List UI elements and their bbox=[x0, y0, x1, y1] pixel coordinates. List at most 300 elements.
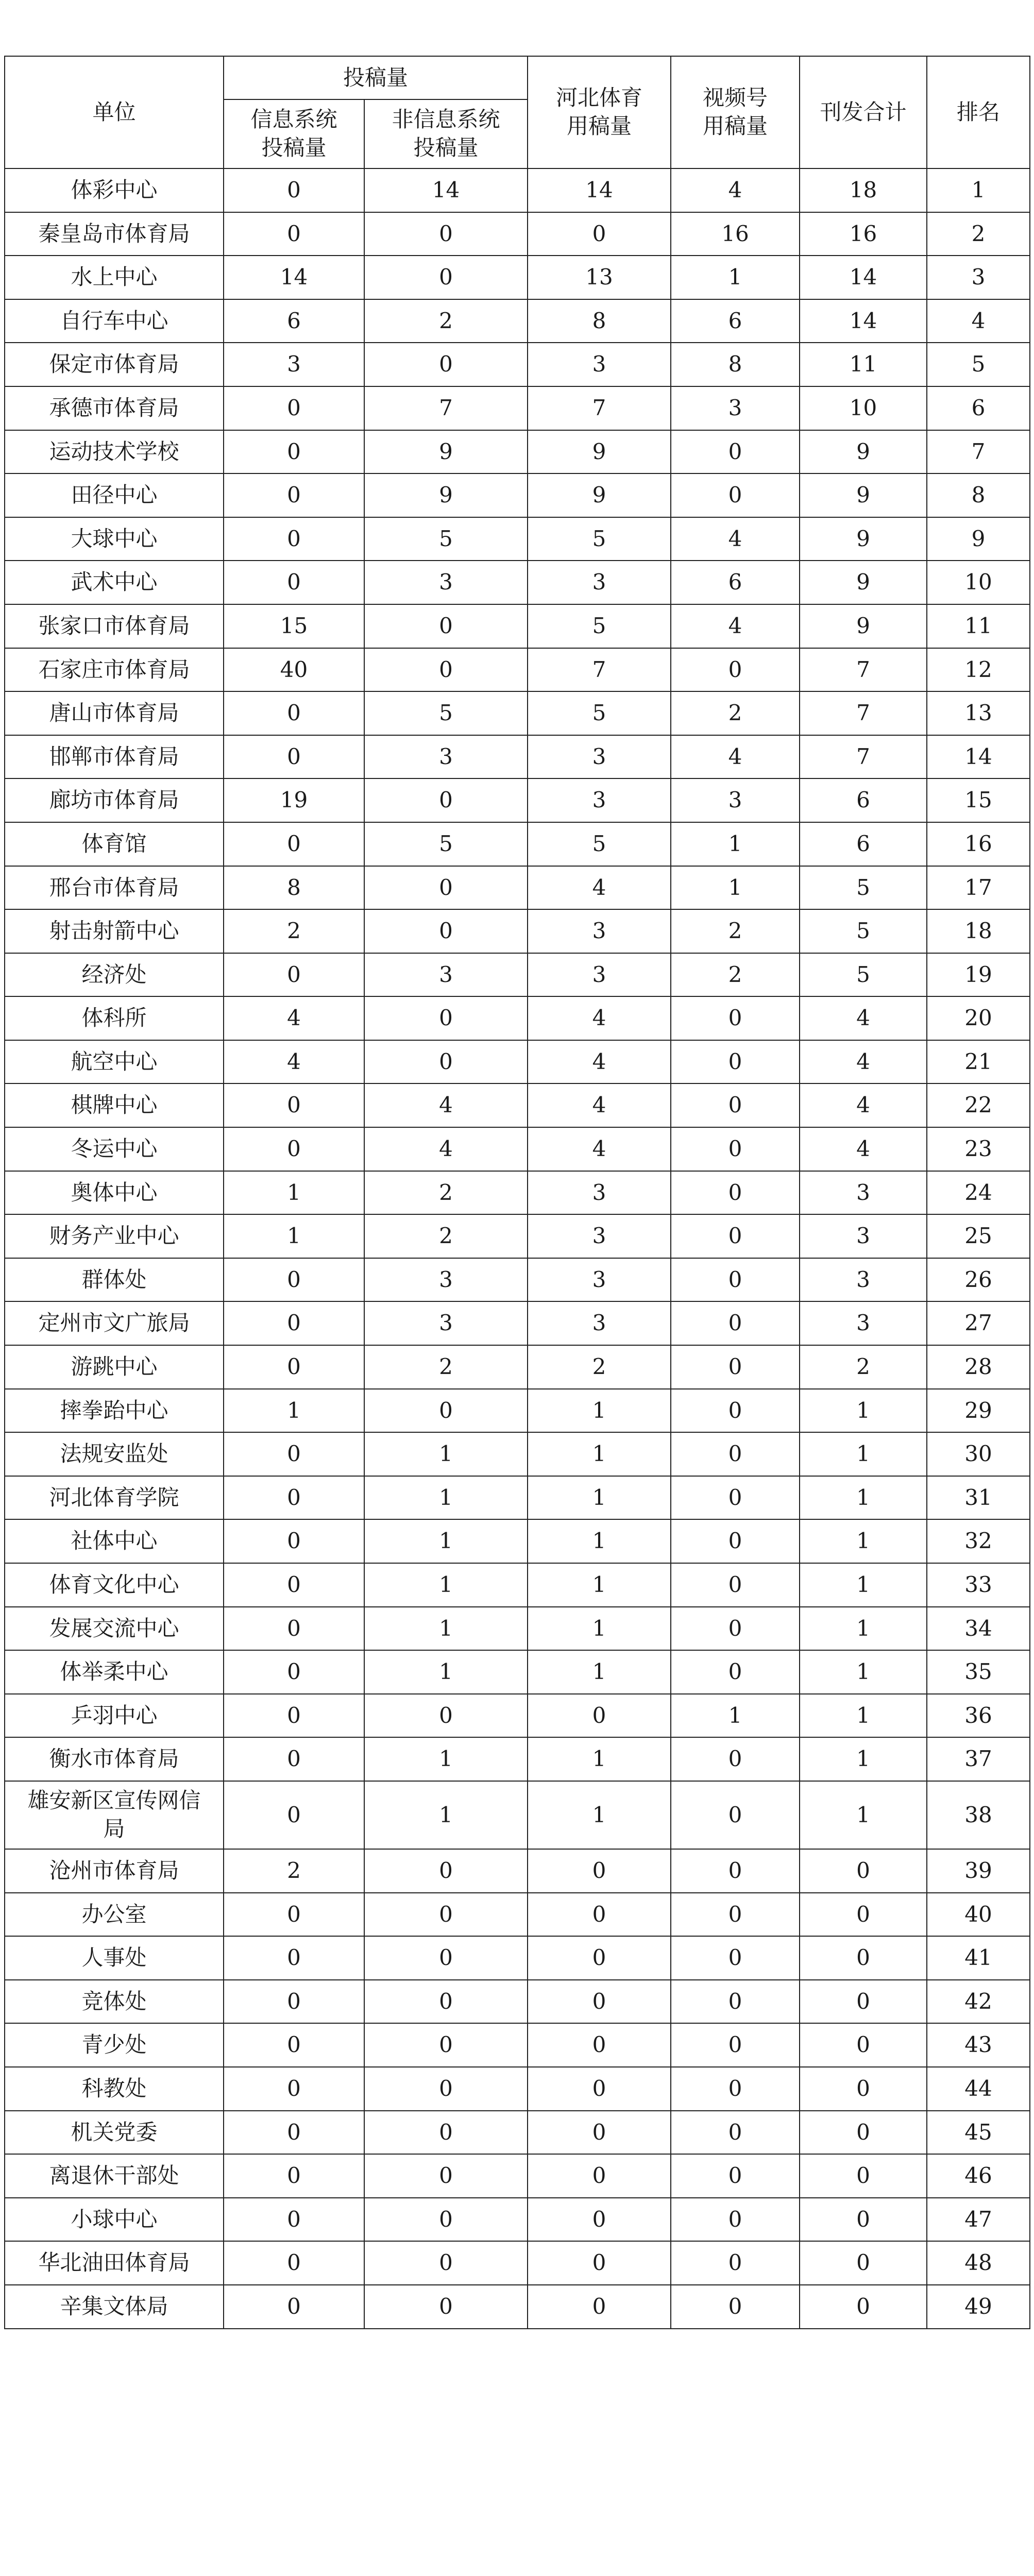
cell-hebei-sports: 4 bbox=[528, 1040, 671, 1084]
cell-info-system: 19 bbox=[224, 778, 364, 822]
cell-info-system: 0 bbox=[224, 1650, 364, 1694]
table-row bbox=[5, 1563, 1030, 1607]
cell-hebei-sports: 0 bbox=[528, 1893, 671, 1937]
cell-non-info-system: 0 bbox=[364, 2241, 528, 2285]
cell-video: 1 bbox=[671, 1694, 800, 1738]
table-row bbox=[5, 909, 1030, 953]
cell-video: 0 bbox=[671, 2111, 800, 2155]
cell-non-info-system: 1 bbox=[364, 1607, 528, 1651]
cell-hebei-sports: 5 bbox=[528, 691, 671, 735]
cell-total: 3 bbox=[800, 1301, 927, 1345]
cell-rank: 6 bbox=[927, 386, 1030, 430]
cell-total: 5 bbox=[800, 909, 927, 953]
cell-non-info-system: 0 bbox=[364, 1980, 528, 2024]
cell-video: 0 bbox=[671, 2198, 800, 2242]
cell-unit: 雄安新区宣传网信 局 bbox=[5, 1781, 224, 1849]
cell-info-system: 0 bbox=[224, 1258, 364, 1302]
cell-total: 9 bbox=[800, 604, 927, 648]
cell-non-info-system: 1 bbox=[364, 1476, 528, 1520]
cell-total: 0 bbox=[800, 1936, 927, 1980]
cell-hebei-sports: 3 bbox=[528, 735, 671, 779]
cell-unit: 辛集文体局 bbox=[5, 2285, 224, 2329]
table-row bbox=[5, 343, 1030, 386]
cell-unit: 科教处 bbox=[5, 2067, 224, 2111]
cell-video: 16 bbox=[671, 212, 800, 256]
cell-video: 0 bbox=[671, 1980, 800, 2024]
cell-video: 0 bbox=[671, 473, 800, 517]
cell-non-info-system: 0 bbox=[364, 2285, 528, 2329]
cell-video: 0 bbox=[671, 1737, 800, 1781]
table-row bbox=[5, 256, 1030, 299]
cell-hebei-sports: 0 bbox=[528, 2154, 671, 2198]
cell-unit: 群体处 bbox=[5, 1258, 224, 1302]
cell-total: 0 bbox=[800, 1980, 927, 2024]
cell-video: 0 bbox=[671, 1389, 800, 1433]
table-row bbox=[5, 1040, 1030, 1084]
cell-rank: 42 bbox=[927, 1980, 1030, 2024]
cell-hebei-sports: 8 bbox=[528, 299, 671, 343]
cell-non-info-system: 0 bbox=[364, 2067, 528, 2111]
cell-unit: 衡水市体育局 bbox=[5, 1737, 224, 1781]
cell-non-info-system: 2 bbox=[364, 1345, 528, 1389]
cell-info-system: 0 bbox=[224, 1519, 364, 1563]
cell-info-system: 4 bbox=[224, 996, 364, 1040]
cell-video: 0 bbox=[671, 1936, 800, 1980]
cell-rank: 44 bbox=[927, 2067, 1030, 2111]
cell-info-system: 8 bbox=[224, 866, 364, 910]
cell-video: 4 bbox=[671, 517, 800, 561]
cell-total: 7 bbox=[800, 691, 927, 735]
cell-rank: 33 bbox=[927, 1563, 1030, 1607]
table-row bbox=[5, 996, 1030, 1040]
table-row bbox=[5, 691, 1030, 735]
cell-rank: 17 bbox=[927, 866, 1030, 910]
cell-total: 1 bbox=[800, 1563, 927, 1607]
cell-rank: 25 bbox=[927, 1214, 1030, 1258]
cell-rank: 26 bbox=[927, 1258, 1030, 1302]
cell-info-system: 0 bbox=[224, 1893, 364, 1937]
cell-hebei-sports: 1 bbox=[528, 1519, 671, 1563]
cell-hebei-sports: 13 bbox=[528, 256, 671, 299]
table-row bbox=[5, 168, 1030, 212]
cell-total: 1 bbox=[800, 1519, 927, 1563]
cell-unit: 定州市文广旅局 bbox=[5, 1301, 224, 1345]
table-row bbox=[5, 1171, 1030, 1215]
cell-total: 3 bbox=[800, 1258, 927, 1302]
cell-hebei-sports: 0 bbox=[528, 1694, 671, 1738]
cell-hebei-sports: 1 bbox=[528, 1476, 671, 1520]
cell-rank: 31 bbox=[927, 1476, 1030, 1520]
cell-unit: 体科所 bbox=[5, 996, 224, 1040]
cell-unit: 体育文化中心 bbox=[5, 1563, 224, 1607]
cell-non-info-system: 0 bbox=[364, 1694, 528, 1738]
cell-video: 0 bbox=[671, 1127, 800, 1171]
cell-info-system: 3 bbox=[224, 343, 364, 386]
cell-video: 0 bbox=[671, 1607, 800, 1651]
table-row bbox=[5, 473, 1030, 517]
cell-video: 4 bbox=[671, 168, 800, 212]
cell-info-system: 0 bbox=[224, 2241, 364, 2285]
cell-info-system: 0 bbox=[224, 2285, 364, 2329]
cell-info-system: 0 bbox=[224, 1345, 364, 1389]
cell-total: 9 bbox=[800, 517, 927, 561]
table-row bbox=[5, 1737, 1030, 1781]
cell-total: 0 bbox=[800, 2023, 927, 2067]
cell-video: 4 bbox=[671, 735, 800, 779]
table-row bbox=[5, 1519, 1030, 1563]
cell-total: 0 bbox=[800, 2241, 927, 2285]
cell-video: 0 bbox=[671, 1171, 800, 1215]
cell-non-info-system: 7 bbox=[364, 386, 528, 430]
cell-total: 1 bbox=[800, 1650, 927, 1694]
cell-unit: 财务产业中心 bbox=[5, 1214, 224, 1258]
cell-rank: 14 bbox=[927, 735, 1030, 779]
cell-video: 0 bbox=[671, 1301, 800, 1345]
cell-rank: 15 bbox=[927, 778, 1030, 822]
cell-info-system: 0 bbox=[224, 2111, 364, 2155]
cell-video: 0 bbox=[671, 996, 800, 1040]
cell-info-system: 0 bbox=[224, 2067, 364, 2111]
cell-non-info-system: 4 bbox=[364, 1127, 528, 1171]
cell-non-info-system: 1 bbox=[364, 1650, 528, 1694]
cell-unit: 射击射箭中心 bbox=[5, 909, 224, 953]
cell-hebei-sports: 4 bbox=[528, 996, 671, 1040]
cell-hebei-sports: 1 bbox=[528, 1737, 671, 1781]
cell-hebei-sports: 5 bbox=[528, 604, 671, 648]
cell-rank: 22 bbox=[927, 1083, 1030, 1127]
table-row bbox=[5, 866, 1030, 910]
cell-hebei-sports: 0 bbox=[528, 2285, 671, 2329]
cell-total: 0 bbox=[800, 2198, 927, 2242]
cell-unit: 游跳中心 bbox=[5, 1345, 224, 1389]
cell-info-system: 0 bbox=[224, 473, 364, 517]
cell-info-system: 0 bbox=[224, 691, 364, 735]
header-non-info-system-submissions: 非信息系统 投稿量 bbox=[364, 99, 528, 168]
cell-total: 0 bbox=[800, 1849, 927, 1893]
table-row bbox=[5, 648, 1030, 692]
cell-unit: 华北油田体育局 bbox=[5, 2241, 224, 2285]
cell-video: 0 bbox=[671, 1849, 800, 1893]
cell-info-system: 0 bbox=[224, 561, 364, 604]
cell-total: 1 bbox=[800, 1389, 927, 1433]
cell-non-info-system: 5 bbox=[364, 517, 528, 561]
cell-info-system: 2 bbox=[224, 909, 364, 953]
cell-hebei-sports: 1 bbox=[528, 1650, 671, 1694]
table-row bbox=[5, 2198, 1030, 2242]
submission-ranking-table bbox=[4, 56, 1030, 2329]
cell-info-system: 0 bbox=[224, 735, 364, 779]
cell-video: 0 bbox=[671, 1476, 800, 1520]
cell-total: 3 bbox=[800, 1171, 927, 1215]
cell-non-info-system: 0 bbox=[364, 2198, 528, 2242]
cell-video: 0 bbox=[671, 648, 800, 692]
cell-hebei-sports: 3 bbox=[528, 1171, 671, 1215]
cell-hebei-sports: 3 bbox=[528, 1214, 671, 1258]
cell-info-system: 1 bbox=[224, 1389, 364, 1433]
cell-info-system: 0 bbox=[224, 1607, 364, 1651]
table-row bbox=[5, 1781, 1030, 1849]
cell-info-system: 0 bbox=[224, 1980, 364, 2024]
cell-rank: 4 bbox=[927, 299, 1030, 343]
cell-non-info-system: 1 bbox=[364, 1563, 528, 1607]
cell-hebei-sports: 3 bbox=[528, 1258, 671, 1302]
cell-non-info-system: 4 bbox=[364, 1083, 528, 1127]
cell-rank: 34 bbox=[927, 1607, 1030, 1651]
cell-total: 5 bbox=[800, 866, 927, 910]
table-row bbox=[5, 1849, 1030, 1893]
cell-rank: 28 bbox=[927, 1345, 1030, 1389]
cell-info-system: 0 bbox=[224, 822, 364, 866]
cell-unit: 廊坊市体育局 bbox=[5, 778, 224, 822]
cell-non-info-system: 0 bbox=[364, 1849, 528, 1893]
cell-rank: 37 bbox=[927, 1737, 1030, 1781]
cell-unit: 小球中心 bbox=[5, 2198, 224, 2242]
cell-unit: 武术中心 bbox=[5, 561, 224, 604]
cell-hebei-sports: 0 bbox=[528, 1849, 671, 1893]
cell-non-info-system: 3 bbox=[364, 561, 528, 604]
table-row bbox=[5, 953, 1030, 997]
cell-non-info-system: 3 bbox=[364, 735, 528, 779]
cell-video: 0 bbox=[671, 1345, 800, 1389]
cell-total: 6 bbox=[800, 778, 927, 822]
table-row bbox=[5, 2023, 1030, 2067]
cell-non-info-system: 2 bbox=[364, 1171, 528, 1215]
cell-hebei-sports: 3 bbox=[528, 561, 671, 604]
cell-unit: 办公室 bbox=[5, 1893, 224, 1937]
cell-info-system: 14 bbox=[224, 256, 364, 299]
cell-non-info-system: 0 bbox=[364, 604, 528, 648]
cell-video: 0 bbox=[671, 2023, 800, 2067]
cell-info-system: 0 bbox=[224, 1301, 364, 1345]
cell-video: 3 bbox=[671, 778, 800, 822]
cell-unit: 社体中心 bbox=[5, 1519, 224, 1563]
cell-rank: 40 bbox=[927, 1893, 1030, 1937]
cell-rank: 1 bbox=[927, 168, 1030, 212]
cell-hebei-sports: 7 bbox=[528, 386, 671, 430]
cell-total: 2 bbox=[800, 1345, 927, 1389]
cell-total: 1 bbox=[800, 1737, 927, 1781]
cell-info-system: 0 bbox=[224, 1737, 364, 1781]
cell-unit: 保定市体育局 bbox=[5, 343, 224, 386]
table-row bbox=[5, 299, 1030, 343]
table-row bbox=[5, 1476, 1030, 1520]
cell-rank: 21 bbox=[927, 1040, 1030, 1084]
cell-total: 4 bbox=[800, 1127, 927, 1171]
cell-hebei-sports: 0 bbox=[528, 2023, 671, 2067]
cell-video: 0 bbox=[671, 1781, 800, 1849]
header-rank: 排名 bbox=[927, 56, 1030, 168]
cell-rank: 41 bbox=[927, 1936, 1030, 1980]
table-row bbox=[5, 1258, 1030, 1302]
cell-total: 4 bbox=[800, 996, 927, 1040]
cell-rank: 43 bbox=[927, 2023, 1030, 2067]
cell-total: 6 bbox=[800, 822, 927, 866]
cell-total: 18 bbox=[800, 168, 927, 212]
cell-unit: 运动技术学校 bbox=[5, 430, 224, 474]
cell-info-system: 0 bbox=[224, 168, 364, 212]
cell-rank: 5 bbox=[927, 343, 1030, 386]
cell-total: 5 bbox=[800, 953, 927, 997]
cell-video: 0 bbox=[671, 1563, 800, 1607]
cell-unit: 青少处 bbox=[5, 2023, 224, 2067]
cell-video: 0 bbox=[671, 2241, 800, 2285]
cell-video: 0 bbox=[671, 1893, 800, 1937]
cell-non-info-system: 0 bbox=[364, 343, 528, 386]
cell-rank: 10 bbox=[927, 561, 1030, 604]
cell-info-system: 0 bbox=[224, 1694, 364, 1738]
cell-unit: 冬运中心 bbox=[5, 1127, 224, 1171]
cell-info-system: 0 bbox=[224, 1083, 364, 1127]
cell-rank: 9 bbox=[927, 517, 1030, 561]
cell-info-system: 0 bbox=[224, 1563, 364, 1607]
cell-hebei-sports: 3 bbox=[528, 953, 671, 997]
cell-rank: 32 bbox=[927, 1519, 1030, 1563]
cell-video: 0 bbox=[671, 1083, 800, 1127]
cell-non-info-system: 0 bbox=[364, 2111, 528, 2155]
cell-rank: 16 bbox=[927, 822, 1030, 866]
cell-unit: 自行车中心 bbox=[5, 299, 224, 343]
table-row bbox=[5, 1083, 1030, 1127]
cell-video: 0 bbox=[671, 430, 800, 474]
cell-hebei-sports: 9 bbox=[528, 430, 671, 474]
header-video-usage: 视频号 用稿量 bbox=[671, 56, 800, 168]
cell-unit: 沧州市体育局 bbox=[5, 1849, 224, 1893]
cell-rank: 2 bbox=[927, 212, 1030, 256]
cell-info-system: 1 bbox=[224, 1171, 364, 1215]
cell-unit: 经济处 bbox=[5, 953, 224, 997]
cell-total: 1 bbox=[800, 1781, 927, 1849]
cell-non-info-system: 0 bbox=[364, 909, 528, 953]
cell-rank: 24 bbox=[927, 1171, 1030, 1215]
header-submission-group: 投稿量 bbox=[224, 56, 528, 99]
cell-info-system: 15 bbox=[224, 604, 364, 648]
cell-rank: 7 bbox=[927, 430, 1030, 474]
cell-hebei-sports: 1 bbox=[528, 1781, 671, 1849]
cell-total: 0 bbox=[800, 2111, 927, 2155]
cell-info-system: 0 bbox=[224, 1432, 364, 1476]
cell-non-info-system: 0 bbox=[364, 996, 528, 1040]
cell-non-info-system: 1 bbox=[364, 1432, 528, 1476]
cell-non-info-system: 3 bbox=[364, 953, 528, 997]
table-row bbox=[5, 1893, 1030, 1937]
cell-unit: 河北体育学院 bbox=[5, 1476, 224, 1520]
cell-rank: 11 bbox=[927, 604, 1030, 648]
cell-video: 0 bbox=[671, 1040, 800, 1084]
table-row bbox=[5, 2241, 1030, 2285]
cell-total: 4 bbox=[800, 1040, 927, 1084]
cell-rank: 27 bbox=[927, 1301, 1030, 1345]
table-row bbox=[5, 1389, 1030, 1433]
cell-hebei-sports: 0 bbox=[528, 2067, 671, 2111]
table-row bbox=[5, 386, 1030, 430]
cell-total: 7 bbox=[800, 735, 927, 779]
cell-non-info-system: 0 bbox=[364, 648, 528, 692]
cell-non-info-system: 0 bbox=[364, 866, 528, 910]
cell-hebei-sports: 4 bbox=[528, 1083, 671, 1127]
cell-hebei-sports: 3 bbox=[528, 343, 671, 386]
cell-video: 2 bbox=[671, 909, 800, 953]
table-row bbox=[5, 1432, 1030, 1476]
header-info-system-submissions: 信息系统 投稿量 bbox=[224, 99, 364, 168]
cell-hebei-sports: 0 bbox=[528, 212, 671, 256]
cell-unit: 秦皇岛市体育局 bbox=[5, 212, 224, 256]
cell-non-info-system: 14 bbox=[364, 168, 528, 212]
cell-unit: 乒羽中心 bbox=[5, 1694, 224, 1738]
cell-video: 1 bbox=[671, 866, 800, 910]
cell-info-system: 4 bbox=[224, 1040, 364, 1084]
cell-rank: 23 bbox=[927, 1127, 1030, 1171]
cell-unit: 奥体中心 bbox=[5, 1171, 224, 1215]
cell-rank: 36 bbox=[927, 1694, 1030, 1738]
cell-non-info-system: 0 bbox=[364, 1893, 528, 1937]
table-row bbox=[5, 2154, 1030, 2198]
cell-info-system: 40 bbox=[224, 648, 364, 692]
cell-non-info-system: 9 bbox=[364, 430, 528, 474]
cell-hebei-sports: 1 bbox=[528, 1563, 671, 1607]
cell-non-info-system: 0 bbox=[364, 256, 528, 299]
cell-non-info-system: 2 bbox=[364, 299, 528, 343]
table-row bbox=[5, 735, 1030, 779]
cell-hebei-sports: 3 bbox=[528, 778, 671, 822]
table-row bbox=[5, 1214, 1030, 1258]
cell-unit: 大球中心 bbox=[5, 517, 224, 561]
cell-rank: 45 bbox=[927, 2111, 1030, 2155]
table-row bbox=[5, 561, 1030, 604]
cell-rank: 13 bbox=[927, 691, 1030, 735]
cell-rank: 8 bbox=[927, 473, 1030, 517]
cell-video: 0 bbox=[671, 1214, 800, 1258]
table-row bbox=[5, 2285, 1030, 2329]
cell-video: 0 bbox=[671, 1650, 800, 1694]
cell-non-info-system: 5 bbox=[364, 691, 528, 735]
cell-unit: 邢台市体育局 bbox=[5, 866, 224, 910]
cell-info-system: 0 bbox=[224, 2023, 364, 2067]
cell-rank: 29 bbox=[927, 1389, 1030, 1433]
cell-unit: 承德市体育局 bbox=[5, 386, 224, 430]
cell-video: 2 bbox=[671, 953, 800, 997]
cell-unit: 体彩中心 bbox=[5, 168, 224, 212]
cell-rank: 39 bbox=[927, 1849, 1030, 1893]
cell-rank: 3 bbox=[927, 256, 1030, 299]
cell-total: 4 bbox=[800, 1083, 927, 1127]
cell-total: 11 bbox=[800, 343, 927, 386]
table-row bbox=[5, 604, 1030, 648]
cell-total: 1 bbox=[800, 1607, 927, 1651]
cell-rank: 47 bbox=[927, 2198, 1030, 2242]
cell-unit: 法规安监处 bbox=[5, 1432, 224, 1476]
cell-rank: 46 bbox=[927, 2154, 1030, 2198]
cell-total: 1 bbox=[800, 1476, 927, 1520]
cell-video: 2 bbox=[671, 691, 800, 735]
cell-unit: 发展交流中心 bbox=[5, 1607, 224, 1651]
cell-video: 1 bbox=[671, 256, 800, 299]
cell-rank: 12 bbox=[927, 648, 1030, 692]
cell-hebei-sports: 3 bbox=[528, 1301, 671, 1345]
cell-hebei-sports: 4 bbox=[528, 1127, 671, 1171]
cell-info-system: 0 bbox=[224, 1936, 364, 1980]
cell-hebei-sports: 7 bbox=[528, 648, 671, 692]
cell-info-system: 0 bbox=[224, 953, 364, 997]
cell-unit: 体举柔中心 bbox=[5, 1650, 224, 1694]
cell-info-system: 2 bbox=[224, 1849, 364, 1893]
cell-non-info-system: 1 bbox=[364, 1519, 528, 1563]
cell-unit: 机关党委 bbox=[5, 2111, 224, 2155]
cell-unit: 水上中心 bbox=[5, 256, 224, 299]
cell-hebei-sports: 2 bbox=[528, 1345, 671, 1389]
cell-total: 0 bbox=[800, 1893, 927, 1937]
cell-non-info-system: 1 bbox=[364, 1737, 528, 1781]
cell-hebei-sports: 5 bbox=[528, 822, 671, 866]
